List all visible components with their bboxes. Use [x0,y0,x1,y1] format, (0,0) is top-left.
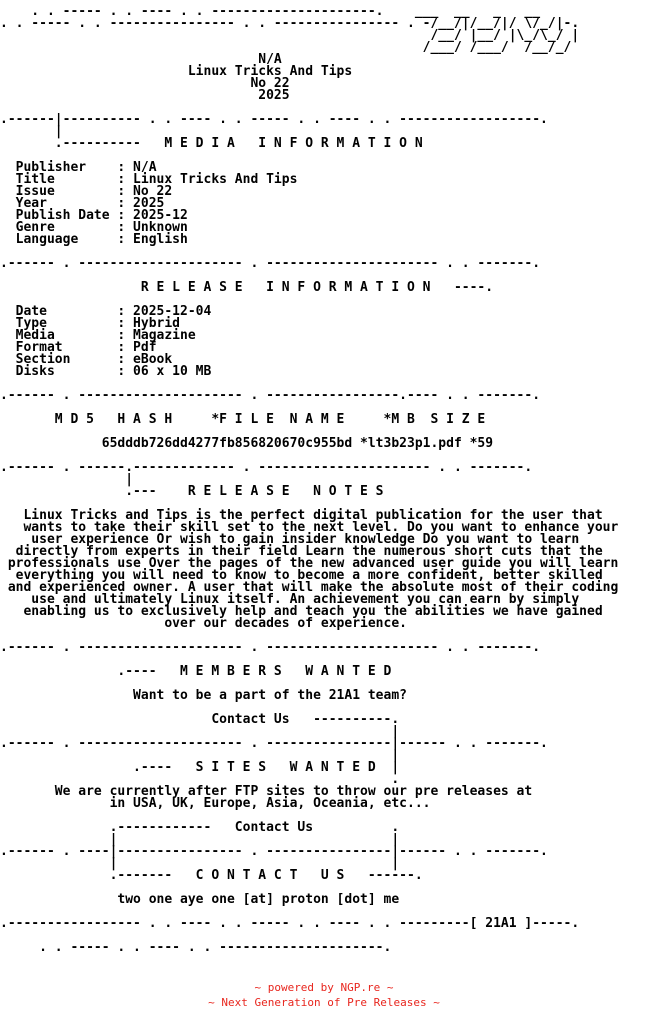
nfo-line: N/A [0,52,282,67]
nfo-line: .------------ Contact Us . [0,820,400,835]
nfo-line: .------|---------- . . ---- . . ----- . . ---- . . ------------------. [0,112,548,127]
nfo-line: | [0,124,63,139]
nfo-line: everything you will need to know to become a more confident, better skilled [0,568,603,583]
nfo-line: 2025 [0,88,290,103]
footer-powered-by: ~ powered by NGP.re ~ [254,981,394,994]
footer [0,980,648,1010]
nfo-line: Issue : No 22 [0,184,173,199]
nfo-line: .------ . ----|---------------- . ----------------|------ . . -------. [0,844,548,859]
nfo-line: 65dddb726dd4277fb856820670c955bd *lt3b23p1.pdf *59 [0,436,494,451]
nfo-line: .------ . --------------------- . -----------------.---- . . -------. [0,388,541,403]
nfo-line: Section : eBook [0,352,173,367]
nfo-line: two one aye one [at] proton [dot] me [0,892,400,907]
nfo-line: /__/ |__/ |\_/\_/ | [0,28,580,43]
nfo-line: .--- R E L E A S E N O T E S [0,484,384,499]
nfo-line: . . ----- . . ---- . . ---------------------. [0,940,392,955]
nfo-line: Title : Linux Tricks And Tips [0,172,298,187]
nfo-line: We are currently after FTP sites to throw our pre releases at [0,784,533,799]
nfo-line: Type : Hybrid [0,316,181,331]
nfo-text-block [0,6,648,966]
nfo-line: No 22 [0,76,290,91]
nfo-line: and experienced owner. A user that will make the absolute most of their coding [0,580,619,595]
nfo-line: | | [0,856,400,871]
nfo-line: Disks : 06 x 10 MB [0,364,212,379]
nfo-line: .----------------- . . ---- . . ----- . . ---- . . ---------[ 21A1 ]-----. [0,916,580,931]
nfo-line: . . ----- . . ---- . . ---------------------. ___ __ _ __ [0,4,541,19]
nfo-line: Publish Date : 2025-12 [0,208,188,223]
footer-tagline: ~ Next Generation of Pre Releases ~ [208,996,440,1009]
nfo-line: Linux Tricks And Tips [0,64,353,79]
nfo-line: .------- C O N T A C T U S ------. [0,868,423,883]
nfo-line: Date : 2025-12-04 [0,304,212,319]
nfo-line: Want to be a part of the 21A1 team? [0,688,407,703]
nfo-line: Contact Us ----------. [0,712,400,727]
nfo-line: . [0,772,400,787]
nfo-line: .------ . --------------------- . ---------------------- . . -------. [0,640,541,655]
nfo-line: use and ultimately Linux itself. An achievement you can earn by simply [0,592,580,607]
nfo-line: M D 5 H A S H *F I L E N A M E *M B S I Z E [0,412,486,427]
nfo-line: Publisher : N/A [0,160,157,175]
nfo-line: Genre : Unknown [0,220,188,235]
nfo-line: .------ . ------.------------- . ---------------------- . . -------. [0,460,533,475]
nfo-line: Linux Tricks and Tips is the perfect digital publication for the user that [0,508,603,523]
nfo-line: directly from experts in their field Learn the numerous short cuts that the [0,544,603,559]
nfo-line: Year : 2025 [0,196,165,211]
nfo-line: enabling us to exclusively help and teach you the abilities we have gained [0,604,603,619]
nfo-line: | [0,472,134,487]
nfo-line: .---- M E M B E R S W A N T E D [0,664,392,679]
nfo-line: in USA, UK, Europe, Asia, Oceania, etc... [0,796,431,811]
nfo-line: .------ . --------------------- . ---------------------- . . -------. [0,256,541,271]
nfo-line: R E L E A S E I N F O R M A T I O N ----. [0,280,494,295]
nfo-line: /___/ /___/ /__/_/ [0,40,572,55]
nfo-line: .---------- M E D I A I N F O R M A T I O N [0,136,423,151]
nfo-line: | [0,748,400,763]
nfo-line: Format : Pdf [0,340,157,355]
nfo-line: wants to take their skill set to the next level. Do you want to enhance your [0,520,619,535]
nfo-line: .---- S I T E S W A N T E D | [0,760,400,775]
nfo-line: . . ----- . . ---------------- . . ---------------- . -/__/|/__/|/ \/_/|-. [0,16,580,31]
nfo-line: | | [0,832,400,847]
nfo-line: professionals use Over the pages of the new advanced user guide you will learn [0,556,619,571]
nfo-line: Media : Magazine [0,328,196,343]
nfo-line: Language : English [0,232,188,247]
nfo-line: user experience Or wish to gain insider knowledge Do you want to learn [0,532,580,547]
nfo-line [0,954,648,966]
nfo-line: over our decades of experience. [0,616,407,631]
nfo-line: | [0,724,400,739]
nfo-line: .------ . --------------------- . ----------------|------ . . -------. [0,736,548,751]
